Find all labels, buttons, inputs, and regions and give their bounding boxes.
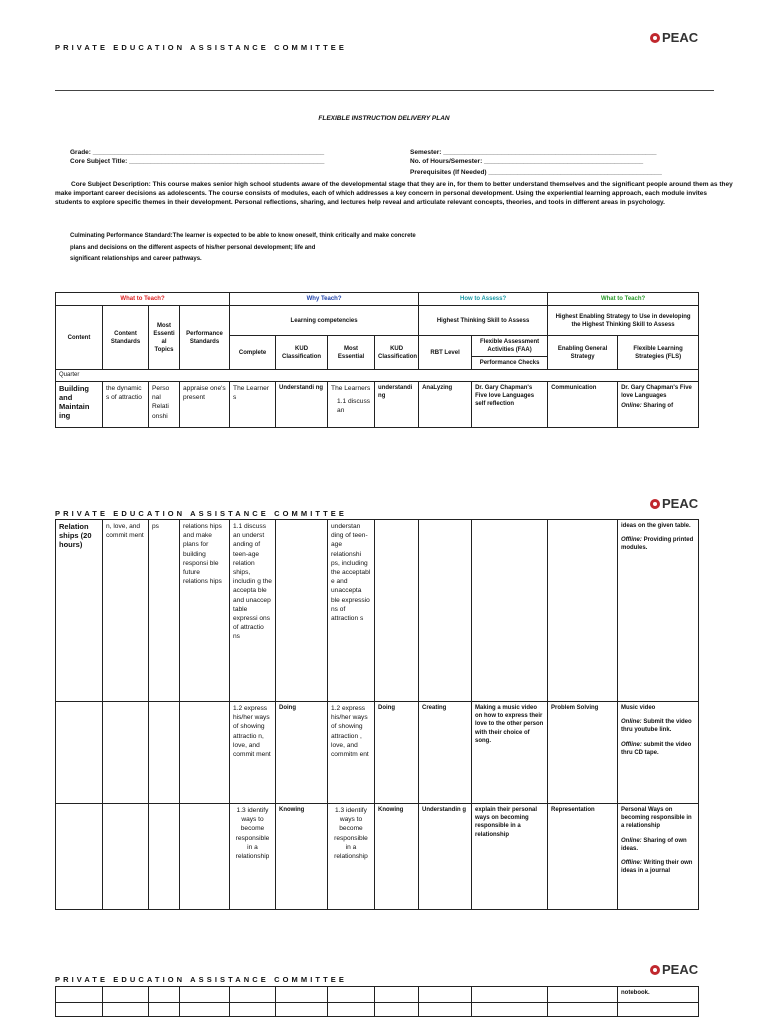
kud-cell-3: Doing: [276, 702, 328, 804]
peac-logo-icon: [650, 33, 660, 43]
plan-table-page1: [55, 292, 699, 428]
faa-cell: Dr. Gary Chapman's Five love Languages self reflection: [472, 382, 548, 428]
empty-cell: [103, 804, 149, 910]
empty-cell: [419, 987, 472, 1003]
peac-logo: [650, 30, 698, 45]
offline-text-3: submit the video thru CD tape.: [621, 741, 692, 756]
rbt-level-header: RBT Level: [419, 336, 472, 370]
peac-logo-icon-2: [650, 499, 660, 509]
online-text-3: Submit the video thru youtube link.: [621, 719, 692, 734]
complete-cell: The Learner s: [230, 382, 276, 428]
empty-cell: [149, 702, 180, 804]
what-to-teach-header-2: What to Teach?: [548, 293, 699, 306]
fls-text-r2: ideas on the given table.: [621, 523, 691, 529]
performance-standard-cell-2: relations hips and make plans for building responsi ble future relations hips: [180, 520, 230, 702]
kud-header-2: KUD Classification: [375, 336, 419, 370]
hours-field: No. of Hours/Semester: ____________________________________________: [410, 158, 644, 165]
egs-cell: Communication: [548, 382, 618, 428]
fls-header: Flexible Learning Strategies (FLS): [618, 336, 699, 370]
standard-line-2: plans and decisions on the different aspects of his/her personal development; life and: [70, 245, 316, 251]
faa-header: Flexible Assessment Activities (FAA): [472, 336, 548, 357]
course-description: Core Subject Description: This course makes senior high school students aware of the developmental stage that they are in, for them to better understand themselves and the significant people around them as they make important career decisions as adolescents. The course consists of modules, each of which addresses a key concern in personal development. Using the experiential learning approach, each module invites students to explore specific themes in their development. Personal reflections, sharing, and lectures help reveal and articulate relevant concepts, theories, and tools in different areas in psychology.: [55, 181, 733, 206]
faa-cell-3: Making a music video on how to express their love to the other person with their choice of song.: [472, 702, 548, 804]
fls-cell-5: notebook.: [618, 987, 699, 1003]
offline-label-3: Offline:: [621, 741, 642, 748]
fls-text-4: Personal Ways on becoming responsible in a relationship: [621, 807, 692, 830]
logo-text-3: PEAC: [662, 962, 699, 977]
empty-cell: [56, 1003, 103, 1017]
rbt-cell-4: Understandin g: [419, 804, 472, 910]
complete-header: Complete: [230, 336, 276, 370]
complete-cell-2: 1.1 discuss an underst anding of teen-age relation ships, includin g the accepta ble and unaccep table expressi ons of attractio ns: [230, 520, 276, 702]
peac-logo-3: [650, 962, 698, 977]
empty-cell: [472, 1003, 548, 1017]
rbt-cell-3: Creating: [419, 702, 472, 804]
empty-cell: [419, 1003, 472, 1017]
content-standard-cell-2: n, love, and commit ment: [103, 520, 149, 702]
fls-cell-4: [618, 804, 699, 910]
empty-cell: [328, 1003, 375, 1017]
performance-checks-header: Performance Checks: [472, 357, 548, 370]
logo-text: PEAC: [662, 30, 699, 45]
empty-cell: [149, 1003, 180, 1017]
plan-title: FLEXIBLE INSTRUCTION DELIVERY PLAN: [318, 115, 450, 122]
empty-cell: [149, 987, 180, 1003]
highest-thinking-skill-header: Highest Thinking Skill to Assess: [419, 306, 548, 336]
offline-text-r2: Providing printed modules.: [621, 537, 694, 552]
most-essential-cell-3: 1.2 express his/her ways of showing attraction , love, and commitm ent: [328, 702, 375, 804]
kud-cell: Understandi ng: [276, 382, 328, 428]
empty-cell: [375, 1003, 419, 1017]
topic-cell-2: ps: [149, 520, 180, 702]
highest-enabling-strategy-header: Highest Enabling Strategy to Use in developing the Highest Thinking Skill to Assess: [548, 306, 699, 336]
most-essential-cell-2: understan ding of teen-age relationshi ps, including the acceptabl e and unaccepta ble expressio ns of attraction s: [328, 520, 375, 702]
kud-header: KUD Classification: [276, 336, 328, 370]
empty-cell: [328, 987, 375, 1003]
most-essential-cell-4: 1.3 identify ways to become responsible in a relationship: [328, 804, 375, 910]
complete-cell-4: 1.3 identify ways to become responsible in a relationship: [230, 804, 276, 910]
standard-line-3: significant relationships and career pathways.: [70, 256, 202, 262]
faa-cell-r2: [472, 520, 548, 702]
fls-cell-r2: [618, 520, 699, 702]
egs-cell-4: Representation: [548, 804, 618, 910]
plan-table-page2: [55, 519, 699, 910]
offline-text-4: Writing their own ideas in a journal: [621, 860, 693, 875]
egs-cell-3: Problem Solving: [548, 702, 618, 804]
empty-cell: [180, 1003, 230, 1017]
logo-text-2: PEAC: [662, 496, 699, 511]
empty-cell: [276, 1003, 328, 1017]
quarter-row: Quarter: [56, 370, 699, 382]
content-standards-header: Content Standards: [103, 306, 149, 370]
most-essential-cell: [328, 382, 375, 428]
what-to-teach-header: What to Teach?: [56, 293, 230, 306]
online-label-3: Online:: [621, 719, 642, 726]
empty-cell: [375, 987, 419, 1003]
rbt-cell: AnaLyzing: [419, 382, 472, 428]
empty-cell: [180, 987, 230, 1003]
empty-cell: [180, 702, 230, 804]
empty-cell: [618, 1003, 699, 1017]
empty-cell: [56, 702, 103, 804]
empty-cell: [548, 1003, 618, 1017]
performance-standards-header: Performance Standards: [180, 306, 230, 370]
how-to-assess-header: How to Assess?: [419, 293, 548, 306]
why-teach-header: Why Teach?: [230, 293, 419, 306]
org-header-2: PRIVATE EDUCATION ASSISTANCE COMMITTEE: [55, 509, 347, 518]
empty-cell: [230, 1003, 276, 1017]
most-essential-topics-header: Most Essenti al Topics: [149, 306, 180, 370]
kud-cell-2-3: Doing: [375, 702, 419, 804]
content-standard-cell: the dynamic s of attractio: [103, 382, 149, 428]
most-essential-text-2: 1.1 discuss an: [337, 398, 371, 415]
semester-field: Semester: ___________________________________________________________: [410, 149, 657, 156]
empty-cell: [149, 804, 180, 910]
empty-cell: [103, 1003, 149, 1017]
empty-cell: [548, 987, 618, 1003]
content-header: Content: [56, 306, 103, 370]
peac-logo-icon-3: [650, 965, 660, 975]
empty-cell: [56, 987, 103, 1003]
standard-line-1: Culminating Performance Standard:The learner is expected to be able to know oneself, think critically and make concrete: [70, 233, 416, 239]
subject-field: Core Subject Title: ______________________________________________________: [70, 158, 325, 165]
header-rule: [55, 90, 714, 91]
faa-cell-4: explain their personal ways on becoming responsible in a relationship: [472, 804, 548, 910]
online-text-4: Sharing of own ideas.: [621, 837, 687, 852]
org-header-3: PRIVATE EDUCATION ASSISTANCE COMMITTEE: [55, 975, 347, 984]
org-header: PRIVATE EDUCATION ASSISTANCE COMMITTEE: [55, 43, 347, 52]
topic-cell: Perso nal Relati onshi: [149, 382, 180, 428]
empty-cell: [103, 702, 149, 804]
fls-cell-3: [618, 702, 699, 804]
complete-cell-3: 1.2 express his/her ways of showing attractio n, love, and commit ment: [230, 702, 276, 804]
content-cell-2: Relation ships (20 hours): [56, 520, 103, 702]
online-text: Sharing of: [643, 403, 674, 410]
online-label-4: Online:: [621, 837, 642, 844]
empty-cell: [230, 987, 276, 1003]
online-label: Online:: [621, 403, 642, 410]
grade-field: Grade: ________________________________________________________________: [70, 149, 325, 156]
content-cell: Building and Maintain ing: [56, 382, 103, 428]
empty-cell: [56, 804, 103, 910]
egs-header: Enabling General Strategy: [548, 336, 618, 370]
fls-text: Dr. Gary Chapman's Five love Languages: [621, 385, 692, 400]
kud-cell-2-4: Knowing: [375, 804, 419, 910]
empty-cell: [180, 804, 230, 910]
kud-cell-2-r2: [375, 520, 419, 702]
most-essential-text: The Learners: [331, 385, 371, 392]
egs-cell-r2: [548, 520, 618, 702]
fls-text-3: Music video: [621, 705, 656, 711]
plan-table-page3: [55, 986, 699, 1017]
learning-competencies-header: Learning competencies: [230, 306, 419, 336]
empty-cell: [472, 987, 548, 1003]
most-essential-header: Most Essential: [328, 336, 375, 370]
prereq-field: Prerequisites (If Needed) ________________________________________________: [410, 169, 662, 176]
fls-cell: [618, 382, 699, 428]
performance-standard-cell: appraise one's present: [180, 382, 230, 428]
rbt-cell-r2: [419, 520, 472, 702]
offline-label-4: Offline:: [621, 860, 642, 867]
offline-label-r2: Offline:: [621, 537, 642, 544]
empty-cell: [276, 987, 328, 1003]
kud-cell-4: Knowing: [276, 804, 328, 910]
kud-cell-r2: [276, 520, 328, 702]
kud-cell-2: understandi ng: [375, 382, 419, 428]
empty-cell: [103, 987, 149, 1003]
peac-logo-2: [650, 496, 698, 511]
